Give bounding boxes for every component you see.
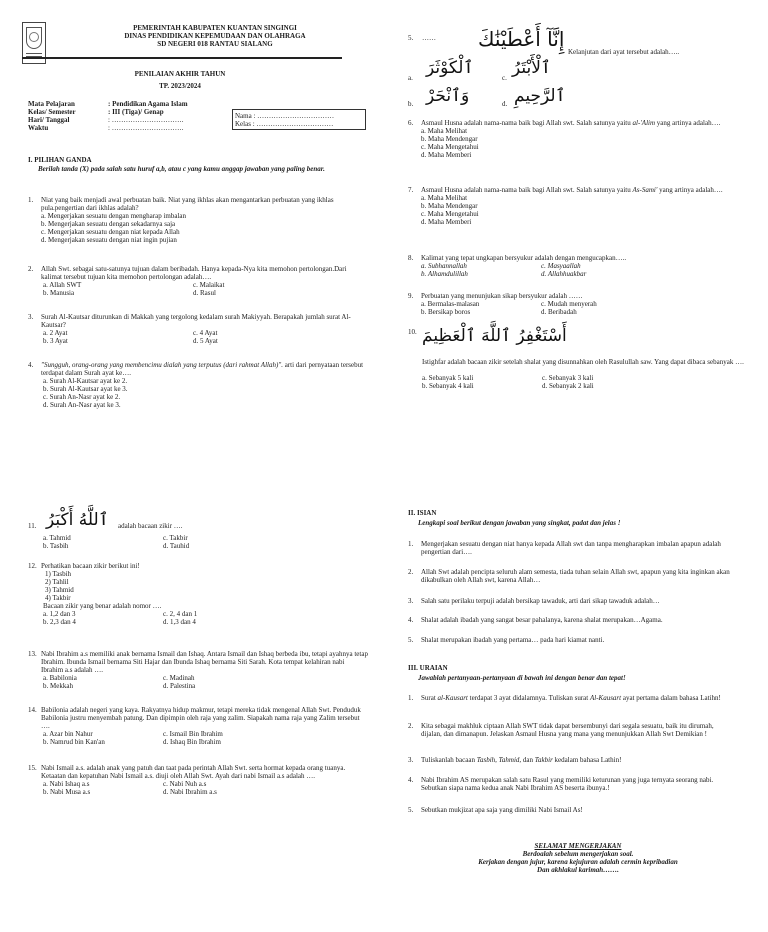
q5-option-a[interactable]: ٱلْكَوْثَرَ <box>426 58 474 78</box>
uraian-4: 4. Nabi Ibrahim AS merupakan salah satu Rasul yang memiliki keturunan yang juga ternyata seorang nabi. Sebutkan siapa nama kedua anak Nabi Ibrahim AS beserta ibunya.! <box>408 776 714 792</box>
q6-option-d[interactable]: d. Maha Memberi <box>421 151 472 159</box>
class-value: : III (Tiga)/ Genap <box>108 108 164 116</box>
isian-5: 5. Shalat merupakan ibadah yang pertama… pada hari kiamat nanti. <box>408 636 605 644</box>
question-13: 13. Nabi Ibrahim a.s memiliki anak bernama Ismail dan Ishaq. Antara Ismail dan Ishaq berbeda ibu, tetapi ayahnya tetap Ibrahim. Ibunda Ismail bernama Siti Hajar dan Ibunda Ishaq bernama Siti Sarah. Kota tempat kelahiran nabi Ibrahim a.s adalah …. a. Babilonia c. Madinah b. Mekkah d. Palestina <box>28 650 368 690</box>
page-4 <box>384 466 768 932</box>
q11-arabic-phrase: ٱللَّهُ أَكْبَرُ <box>46 510 109 530</box>
q12-option-a[interactable]: a. 1,2 dan 3 <box>43 610 76 618</box>
header-divider <box>22 57 342 59</box>
page-2 <box>384 0 768 466</box>
name-field[interactable]: Nama : …………………………… <box>235 112 335 120</box>
q6-option-b[interactable]: b. Maha Mendengar <box>421 135 478 143</box>
uraian-5: 5. Sebutkan mukjizat apa saja yang dimiliki Nabi Ismail As! <box>408 806 583 814</box>
exam-year: TP. 2023/2024 <box>159 82 201 90</box>
subject-label: Mata Pelajaran <box>28 100 75 108</box>
question-2: 2. Allah Swt. sebagai satu-satunya tujuan dalam beribadah. Hanya kepada-Nya kita memohon pertolongan.Dari kalimat tersebut tujuan kita memohon pertolongan adalah…. a. Allah SWT c. Malaikat b. Manusia d. Rasul <box>28 265 347 297</box>
q1-option-c[interactable]: c. Mengerjakan sesuatu dengan niat kepada Allah <box>41 228 180 236</box>
q4-option-c[interactable]: c. Surah An-Nasr ayat ke 2. <box>43 393 121 401</box>
date-value: : …………………………. <box>108 116 184 124</box>
isian-4: 4. Shalat adalah ibadah yang sangat besar pahalanya, karena shalat merupakan…Agama. <box>408 616 663 624</box>
closing-line-2: Berdoalah sebelum mengerjakan soal. <box>522 850 634 858</box>
uraian-2: 2. Kita sebagai makhluk ciptaan Allah SWT tidak dapat bersembunyi dari segala sesuatu, baik itu dirumah, dijalan, dan dimanapun. Jelaskan Asmaul Husna yang mana yang menunjukkan Allah Swt Demikian ! <box>408 722 714 738</box>
header-line-3: SD NEGERI 018 RANTAU SIALANG <box>157 40 273 48</box>
section-3-title: III. URAIAN <box>408 664 448 672</box>
question-14: 14. Babilonia adalah negeri yang kaya. Rakyatnya hidup makmur, tetapi mereka tidak mengenal Allah Swt. Penduduk Babilonia justru menyembah patung. Dan dipimpin oleh raja yang zalim. Siapakah nama raja yang Zalim tersebut …. a. Azar bin Nahur c. Ismail Bin Ibrahim b. Namrud bin Kan'an d. Ishaq Bin Ibrahim <box>28 706 361 746</box>
q14-option-d[interactable]: d. Ishaq Bin Ibrahim <box>163 738 221 746</box>
closing-line-3: Kerjakan dengan jujur, karena kejujuran adalah cermin kepribadian <box>478 858 678 866</box>
uraian-3: 3. Tuliskanlah bacaan Tasbih, Tahmid, dan Takbir kedalam bahasa Lathin! <box>408 756 622 764</box>
q2-option-d[interactable]: d. Rasul <box>193 289 216 297</box>
q11-option-d[interactable]: d. Tauhid <box>163 542 190 550</box>
q7-option-a[interactable]: a. Maha Melihat <box>421 194 468 202</box>
header-line-2: DINAS PENDIDIKAN KEPEMUDAAN DAN OLAHRAGA <box>124 32 306 40</box>
q8-option-c[interactable]: c. Masyaallah <box>541 262 581 270</box>
q9-option-b[interactable]: b. Bersikap boros <box>421 308 471 316</box>
section-2-title: II. ISIAN <box>408 509 437 517</box>
question-10: 10. أَسْتَغْفِرُ ٱللَّهَ ٱلْعَظِيمَ Istighfar adalah bacaan zikir setelah shalat yang disunnahkan oleh Rasulullah saw. Yang dapat dibaca sebanyak …. a. Sebanyak 5 kali c. Sebanyak 3 kali b. Sebanyak 4 kali d. Sebanyak 2 kali <box>408 326 744 390</box>
isian-3: 3. Salah satu perilaku terpuji adalah bersikap tawaduk, arti dari sikap tawaduk adalah… <box>408 597 660 605</box>
header-line-1: PEMERINTAH KABUPATEN KUANTAN SINGINGI <box>133 24 297 32</box>
subject-value: : Pendidikan Agama Islam <box>108 100 188 108</box>
q10-option-a[interactable]: a. Sebanyak 5 kali <box>422 374 474 382</box>
name-box <box>232 109 366 130</box>
page-1 <box>0 0 384 466</box>
q8-option-a[interactable]: a. Subhannallah <box>421 262 467 270</box>
q11-option-a[interactable]: a. Tahmid <box>43 534 71 542</box>
q5-option-b[interactable]: وَٱنْحَرْ <box>426 86 470 106</box>
q13-option-b[interactable]: b. Mekkah <box>43 682 73 690</box>
question-15: 15. Nabi Ismail a.s. adalah anak yang patuh dan taat pada perintah Allah Swt. serta hormat kepada orang tuanya. Ketaatan dan kepatuhan Nabi Ismail a.s. diuji oleh Allah Swt. Ayah dari nabi Ismail a.s adalah …. a. Nabi Ishaq a.s c. Nabi Nuh a.s b. Nabi Musa a.s d. Nabi Ibrahim a.s <box>28 764 346 796</box>
section-1-instruction: Berilah tanda (X) pada salah satu huruf a,b, atau c yang kamu anggap jawaban yang paling benar. <box>38 165 325 173</box>
q13-option-d[interactable]: d. Palestina <box>163 682 196 690</box>
q12-option-c[interactable]: c. 2, 4 dan 1 <box>163 610 198 618</box>
q8-option-d[interactable]: d. Allahhuakbar <box>541 270 587 278</box>
time-value: : …………………………. <box>108 124 184 132</box>
exam-title: PENILAIAN AKHIR TAHUN <box>134 70 226 78</box>
closing-title: SELAMAT MENGERJAKAN <box>534 842 622 850</box>
q10-option-d[interactable]: d. Sebanyak 2 kali <box>542 382 594 390</box>
q14-option-c[interactable]: c. Ismail Bin Ibrahim <box>163 730 223 738</box>
q3-option-b[interactable]: b. 3 Ayat <box>43 337 68 345</box>
question-8: 8. Kalimat yang tepat ungkapan bersyukur adalah dengan mengucapkan….. a. Subhannallah c. Masyaallah b. Alhamdulillah d. Allahhuakbar <box>408 254 748 278</box>
q7-option-c[interactable]: c. Maha Mengetahui <box>421 210 479 218</box>
isian-2: 2. Allah Swt adalah pencipta seluruh alam semesta, tiada tuhan selain Allah swt, apapun yang kita inginkan akan dikabulkan oleh Allah swt, karena Allah… <box>408 568 730 584</box>
q1-option-b[interactable]: b. Mengerjakan sesuatu dengan sekadarnya saja <box>41 220 176 228</box>
q4-option-a[interactable]: a. Surah Al-Kautsar ayat ke 2. <box>43 377 128 385</box>
section-2-instruction: Lengkapi soal berikut dengan jawaban yang singkat, padat dan jelas ! <box>418 519 621 527</box>
question-5: 5. …… إِنَّآ أَعْطَيْنَٰكَ Kelanjutan dari ayat tersebut adalah….. a. ٱلْكَوْثَرَ c. ٱلْأَبْتَرُ b. وَٱنْحَرْ d. ٱلرَّحِيمِ <box>408 27 680 108</box>
q3-option-a[interactable]: a. 2 Ayat <box>43 329 68 337</box>
question-7: 7. Asmaul Husna adalah nama-nama baik bagi Allah swt. Salah satunya yaitu As-Sami' yang artinya adalah…. a. Maha Melihat b. Maha Mendengar c. Maha Mengetahui d. Maha Memberi <box>408 186 748 226</box>
q2-option-a[interactable]: a. Allah SWT <box>43 281 82 289</box>
q5-option-d[interactable]: ٱلرَّحِيمِ <box>514 86 566 106</box>
q9-option-a[interactable]: a. Bermalas-malasan <box>421 300 480 308</box>
q4-option-d[interactable]: d. Surah An-Nasr ayat ke 3. <box>43 401 121 409</box>
q11-option-b[interactable]: b. Tasbih <box>43 542 69 550</box>
q6-option-a[interactable]: a. Maha Melihat <box>421 127 468 135</box>
q3-option-c[interactable]: c. 4 Ayat <box>193 329 218 337</box>
q2-option-c[interactable]: c. Malaikat <box>193 281 225 289</box>
closing-line-4: Dan akhlakul karimah……. <box>537 866 619 874</box>
q9-option-c[interactable]: c. Mudah menyerah <box>541 300 597 308</box>
q7-option-d[interactable]: d. Maha Memberi <box>421 218 472 226</box>
q11-option-c[interactable]: c. Takbir <box>163 534 188 542</box>
q15-option-c[interactable]: c. Nabi Nuh a.s <box>163 780 207 788</box>
question-12: 12. Perhatikan bacaan zikir berikut ini! 1) Tasbih 2) Tahlil 3) Tahmid 4) Takbir Bacaan zikir yang benar adalah nomor …. a. 1,2 dan 3 c. 2, 4 dan 1 b. 2,3 dan 4 d. 1,3 dan 4 <box>28 562 368 626</box>
class-label: Kelas/ Semester <box>28 108 76 116</box>
q8-option-b[interactable]: b. Alhamdulillah <box>421 270 468 278</box>
kelas-field[interactable]: Kelas : …………………………… <box>235 120 334 128</box>
question-3: 3. Surah Al-Kautsar diturunkan di Makkah yang tergolong kedalam surah Makiyyah. Berapakah jumlah surat Al-Kautsar? a. 2 Ayat c. 4 Ayat b. 3 Ayat d. 5 Ayat <box>28 313 351 345</box>
date-label: Hari/ Tanggal <box>28 116 70 124</box>
q6-option-c[interactable]: c. Maha Mengetahui <box>421 143 479 151</box>
q10-option-c[interactable]: c. Sebanyak 3 kali <box>542 374 594 382</box>
q2-option-b[interactable]: b. Manusia <box>43 289 75 297</box>
q3-option-d[interactable]: d. 5 Ayat <box>193 337 218 345</box>
question-1: 1. Niat yang baik menjadi awal perbuatan baik. Niat yang ikhlas akan mengantarkan perbuatan yang ikhlas pula.pengertian dari ikhlas adalah? a. Mengerjakan sesuatu dengan mengharap imbalan b. Mengerjakan sesuatu dengan sekadarnya saja c. Mengerjakan sesuatu dengan niat kepada Allah d. Mengerjakan sesuatu dengan niat ingin pujian <box>28 196 368 244</box>
question-4: 4. "Sungguh, orang-orang yang membencimu dialah yang terputus (dari rahmat Allah)". arti dari pernyataan tersebut terdapat dalam Surah ayat ke…. a. Surah Al-Kautsar ayat ke 2. b. Surah Al-Kautsar ayat ke 3. c. Surah An-Nasr ayat ke 2. d. Surah An-Nasr ayat ke 3. <box>28 361 368 409</box>
q4-option-b[interactable]: b. Surah Al-Kautsar ayat ke 3. <box>43 385 128 393</box>
question-11: 11. ٱللَّهُ أَكْبَرُ adalah bacaan zikir …. a. Tahmid c. Takbir b. Tasbih d. Tauhid <box>28 514 368 554</box>
q13-option-c[interactable]: c. Madinah <box>163 674 195 682</box>
isian-1: 1. Mengerjakan sesuatu dengan niat hanya kepada Allah swt dan tanpa mengharapkan imbalan apapun adalah pengertian dari…. <box>408 540 721 556</box>
q15-option-d[interactable]: d. Nabi Ibrahim a.s <box>163 788 217 796</box>
q10-arabic-verse: أَسْتَغْفِرُ ٱللَّهَ ٱلْعَظِيمَ <box>422 326 567 346</box>
question-9: 9. Perbuatan yang menunjukan sikap bersyukur adalah …… a. Bermalas-malasan c. Mudah menyerah b. Bersikap boros d. Beribadah <box>408 292 748 316</box>
q12-option-b[interactable]: b. 2,3 dan 4 <box>43 618 76 626</box>
q1-option-d[interactable]: d. Mengerjakan sesuatu dengan niat ingin pujian <box>41 236 177 244</box>
q15-option-a[interactable]: a. Nabi Ishaq a.s <box>43 780 90 788</box>
q14-option-a[interactable]: a. Azar bin Nahur <box>43 730 93 738</box>
q14-option-b[interactable]: b. Namrud bin Kan'an <box>43 738 105 746</box>
q10-option-b[interactable]: b. Sebanyak 4 kali <box>422 382 474 390</box>
section-1-title: I. PILIHAN GANDA <box>28 156 92 164</box>
q5-arabic-verse: إِنَّآ أَعْطَيْنَٰكَ <box>478 27 565 51</box>
q7-option-b[interactable]: b. Maha Mendengar <box>421 202 478 210</box>
question-6: 6. Asmaul Husna adalah nama-nama baik bagi Allah swt. Salah satunya yaitu al-'Alim yang artinya adalah…. a. Maha Melihat b. Maha Mendengar c. Maha Mengetahui d. Maha Memberi <box>408 119 748 159</box>
q13-option-a[interactable]: a. Babilonia <box>43 674 77 682</box>
q9-option-d[interactable]: d. Beribadah <box>541 308 577 316</box>
uraian-1: 1. Surat al-Kausart terdapat 3 ayat didalamnya. Tuliskan surat Al-Kausart ayat pertama dalam bahasa Latihn! <box>408 694 721 702</box>
q1-option-a[interactable]: a. Mengerjakan sesuatu dengan mengharap imbalan <box>41 212 187 220</box>
q15-option-b[interactable]: b. Nabi Musa a.s <box>43 788 91 796</box>
section-3-instruction: Jawablah pertanyaan-pertanyaan di bawah ini dengan benar dan tepat! <box>418 674 626 682</box>
page-3 <box>0 466 384 932</box>
q12-option-d[interactable]: d. 1,3 dan 4 <box>163 618 196 626</box>
q5-option-c[interactable]: ٱلْأَبْتَرُ <box>512 58 551 78</box>
time-label: Waktu <box>28 124 49 132</box>
